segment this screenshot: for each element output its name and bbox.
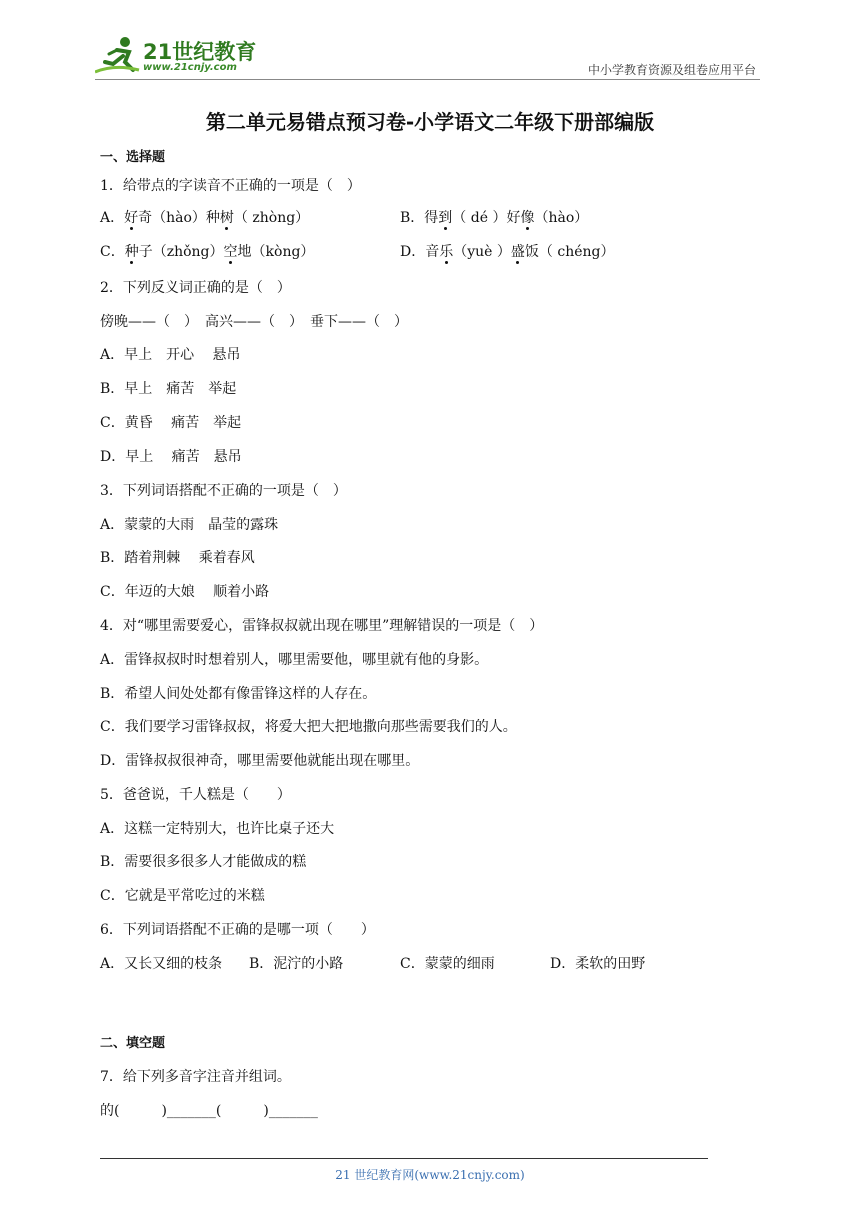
question-6-stem: 6．下列词语搭配不正确的是哪一项（ ）: [100, 922, 375, 938]
question-4-option-b: B．希望人间处处都有像雷锋这样的人存在。: [100, 686, 377, 702]
question-3-stem: 3．下列词语搭配不正确的一项是（ ）: [100, 483, 347, 499]
section-heading-fill: 二、填空题: [100, 1036, 166, 1051]
question-5-stem: 5．爸爸说，千人糕是（ ）: [100, 787, 291, 803]
question-4-option-d: D．雷锋叔叔很神奇，哪里需要他就能出现在哪里。: [100, 753, 420, 769]
question-5-option-b: B．需要很多很多人才能做成的糕: [100, 854, 307, 870]
question-1-option-b: B．得到（ dé ）好像（hào）: [400, 210, 589, 226]
question-5-option-a: A．这糕一定特别大，也许比桌子还大: [100, 821, 335, 837]
question-1-option-d: D．音乐（yuè ）盛饭（ chéng）: [400, 244, 615, 260]
question-7-fill-line: 的( )_______( )_______: [100, 1103, 318, 1119]
site-logo: [95, 34, 265, 76]
page-header: [95, 30, 760, 80]
question-3-option-b: B．踏着荆棘 乘着春风: [100, 550, 255, 566]
question-4-option-a: A．雷锋叔叔时时想着别人，哪里需要他，哪里就有他的身影。: [100, 652, 489, 668]
question-1-option-c: C．种子（zhǒng）空地（kòng）: [100, 244, 315, 260]
question-5-option-c: C．它就是平常吃过的米糕: [100, 888, 265, 904]
footer-text: 21 世纪教育网(www.21cnjy.com): [335, 1168, 525, 1182]
question-6-option-d: D．柔软的田野: [550, 956, 646, 972]
platform-label: 中小学教育资源及组卷应用平台: [587, 63, 756, 77]
question-3-option-c: C．年迈的大娘 顺着小路: [100, 584, 270, 600]
runner-logo-icon: [95, 34, 141, 76]
question-1-option-a: A．好奇（hào）种树（ zhòng）: [100, 210, 310, 226]
question-2-option-c: C．黄昏 痛苦 举起: [100, 415, 242, 431]
question-2-option-d: D．早上 痛苦 悬吊: [100, 449, 242, 465]
question-6-option-b: B．泥泞的小路: [249, 956, 344, 972]
question-2-antonym-line: 傍晚——（ ） 高兴——（ ） 垂下——（ ）: [100, 314, 408, 330]
question-7-stem: 7．给下列多音字注音并组词。: [100, 1069, 291, 1085]
footer-divider: [100, 1158, 708, 1159]
section-heading-choice: 一、选择题: [100, 150, 166, 165]
question-2-option-a: A．早上 开心 悬吊: [100, 347, 241, 363]
logo-subtitle: www.21cnjy.com: [143, 62, 237, 73]
page-title: 第二单元易错点预习卷-小学语文二年级下册部编版: [205, 110, 655, 134]
question-1-stem: 1．给带点的字读音不正确的一项是（ ）: [100, 178, 361, 194]
question-3-option-a: A．蒙蒙的大雨 晶莹的露珠: [100, 517, 279, 533]
question-4-option-c: C．我们要学习雷锋叔叔，将爱大把大把地撒向那些需要我们的人。: [100, 719, 517, 735]
logo-title: 21世纪教育: [143, 40, 257, 64]
question-2-stem: 2．下列反义词正确的是（ ）: [100, 280, 291, 296]
header-divider: [95, 79, 760, 80]
question-2-option-b: B．早上 痛苦 举起: [100, 381, 237, 397]
question-6-option-c: C．蒙蒙的细雨: [400, 956, 495, 972]
question-6-option-a: A．又长又细的枝条: [100, 956, 223, 972]
question-4-stem: 4．对“哪里需要爱心，雷锋叔叔就出现在哪里”理解错误的一项是（ ）: [100, 618, 544, 634]
